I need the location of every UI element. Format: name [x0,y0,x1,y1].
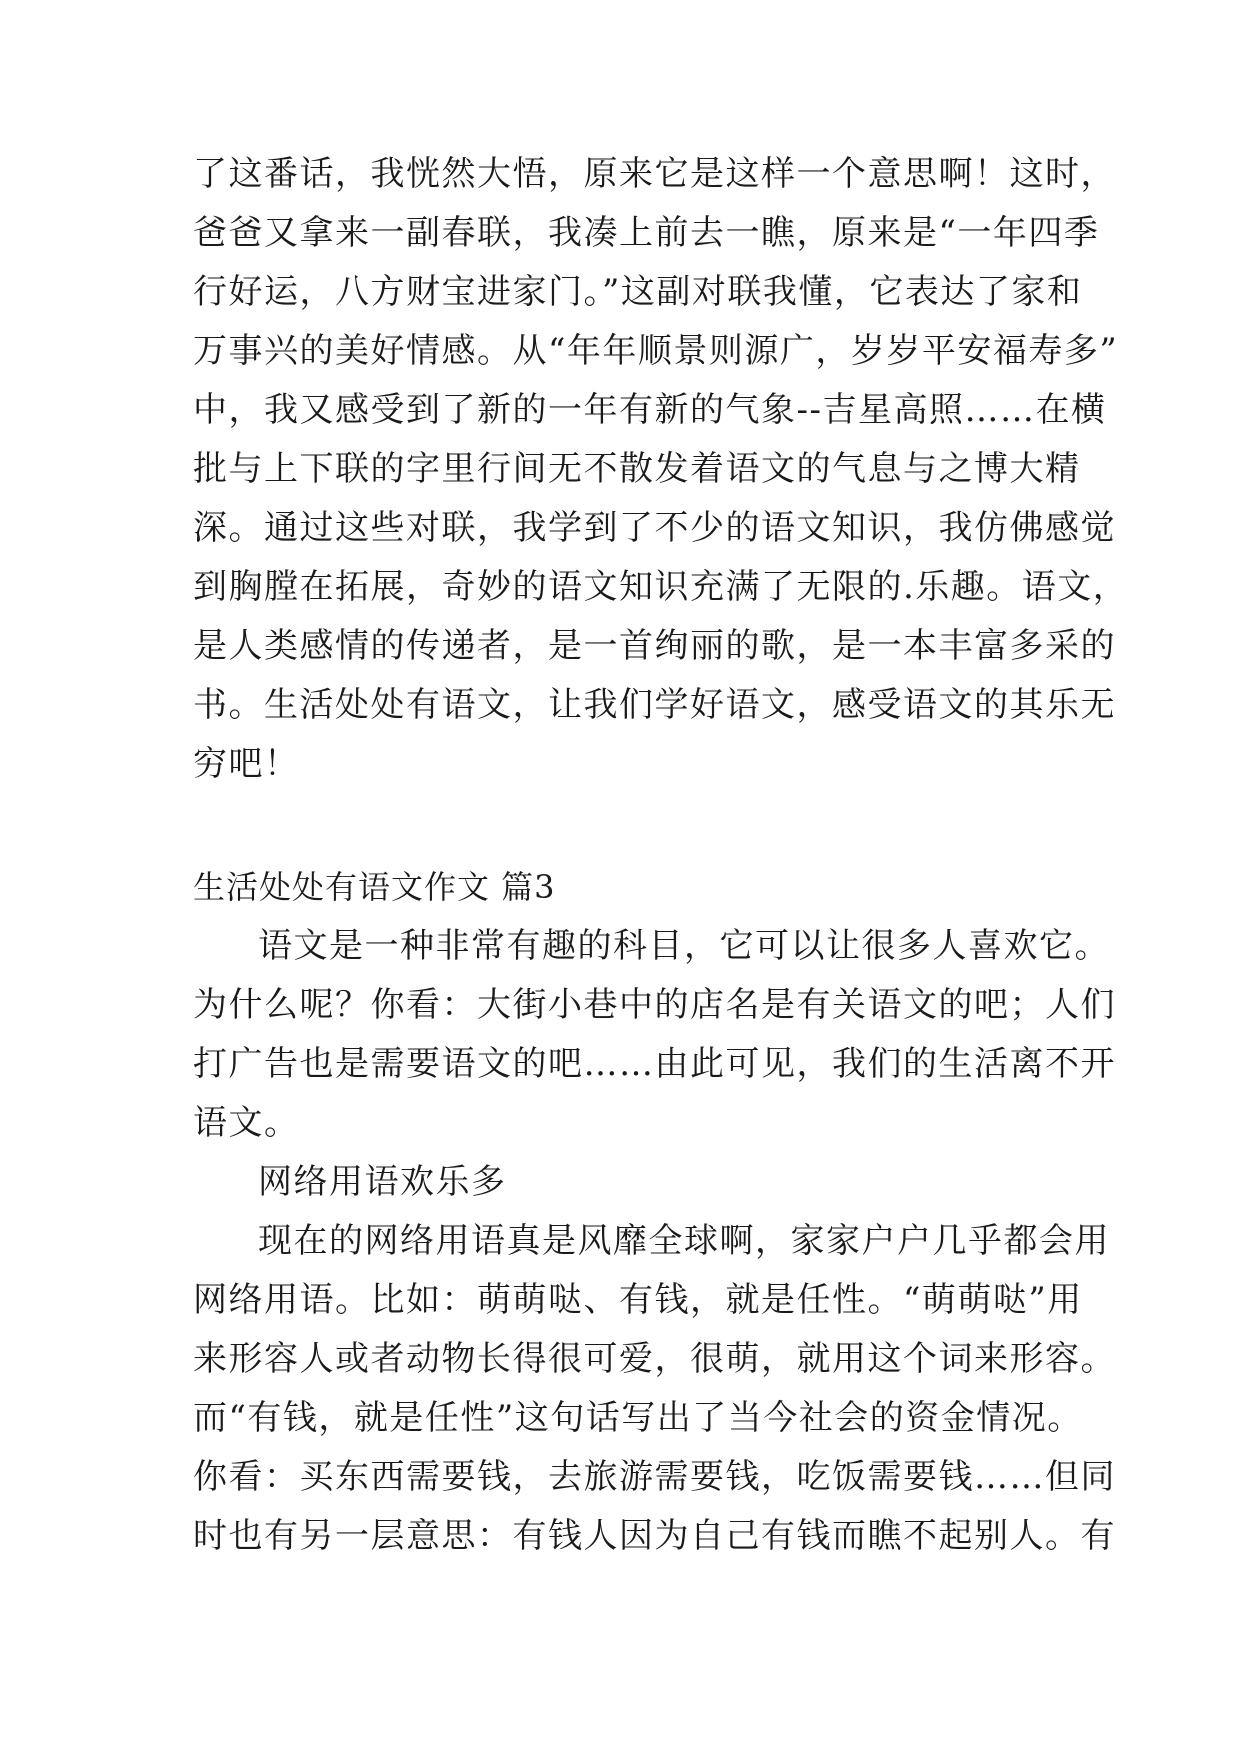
text-line: 深。通过这些对联，我学到了不少的语文知识，我仿佛感觉 [193,508,1116,548]
text-line: 时也有另一层意思：有钱人因为自己有钱而瞧不起别人。有 [193,1516,1116,1556]
text-line: 书。生活处处有语文，让我们学好语文，感受语文的其乐无 [193,685,1116,725]
text-line: 爸爸又拿来一副春联，我凑上前去一瞧，原来是“一年四季 [193,213,1100,253]
text-line: 是人类感情的传递者，是一首绚丽的歌，是一本丰富多采的 [193,626,1116,666]
text-line: 行好运，八方财宝进家门。”这副对联我懂，它表达了家和 [193,272,1083,312]
text-line: 现在的网络用语真是风靡全球啊，家家户户几乎都会用 [258,1221,1110,1261]
text-line: 你看：买东西需要钱，去旅游需要钱，吃饭需要钱……但同 [193,1457,1116,1497]
text-line: 语文是一种非常有趣的科目，它可以让很多人喜欢它。 [258,926,1110,966]
text-line: 打广告也是需要语文的吧……由此可见，我们的生活离不开 [193,1044,1116,1084]
text-line: 到胸膛在拓展，奇妙的语文知识充满了无限的.乐趣。语文， [193,567,1129,607]
text-line: 穷吧！ [193,744,300,784]
text-line: 语文。 [193,1103,300,1143]
section-heading: 生活处处有语文作文 篇3 [193,868,556,906]
subheading: 网络用语欢乐多 [258,1162,507,1202]
text-line: 批与上下联的字里行间无不散发着语文的气息与之博大精 [193,449,1081,489]
text-line: 为什么呢？你看：大街小巷中的店名是有关语文的吧；人们 [193,985,1116,1025]
text-line: 而“有钱，就是任性”这句话写出了当今社会的资金情况。 [193,1398,1083,1438]
text-line: 来形容人或者动物长得很可爱，很萌，就用这个词来形容。 [193,1339,1116,1379]
text-line: 了这番话，我恍然大悟，原来它是这样一个意思啊！这时， [193,154,1116,194]
text-line: 万事兴的美好情感。从“年年顺景则源广，岁岁平安福寿多” [193,331,1119,371]
text-line: 网络用语。比如：萌萌哒、有钱，就是任性。“萌萌哒”用 [193,1280,1083,1320]
text-line: 中，我又感受到了新的一年有新的气象--吉星高照……在横 [193,390,1107,430]
